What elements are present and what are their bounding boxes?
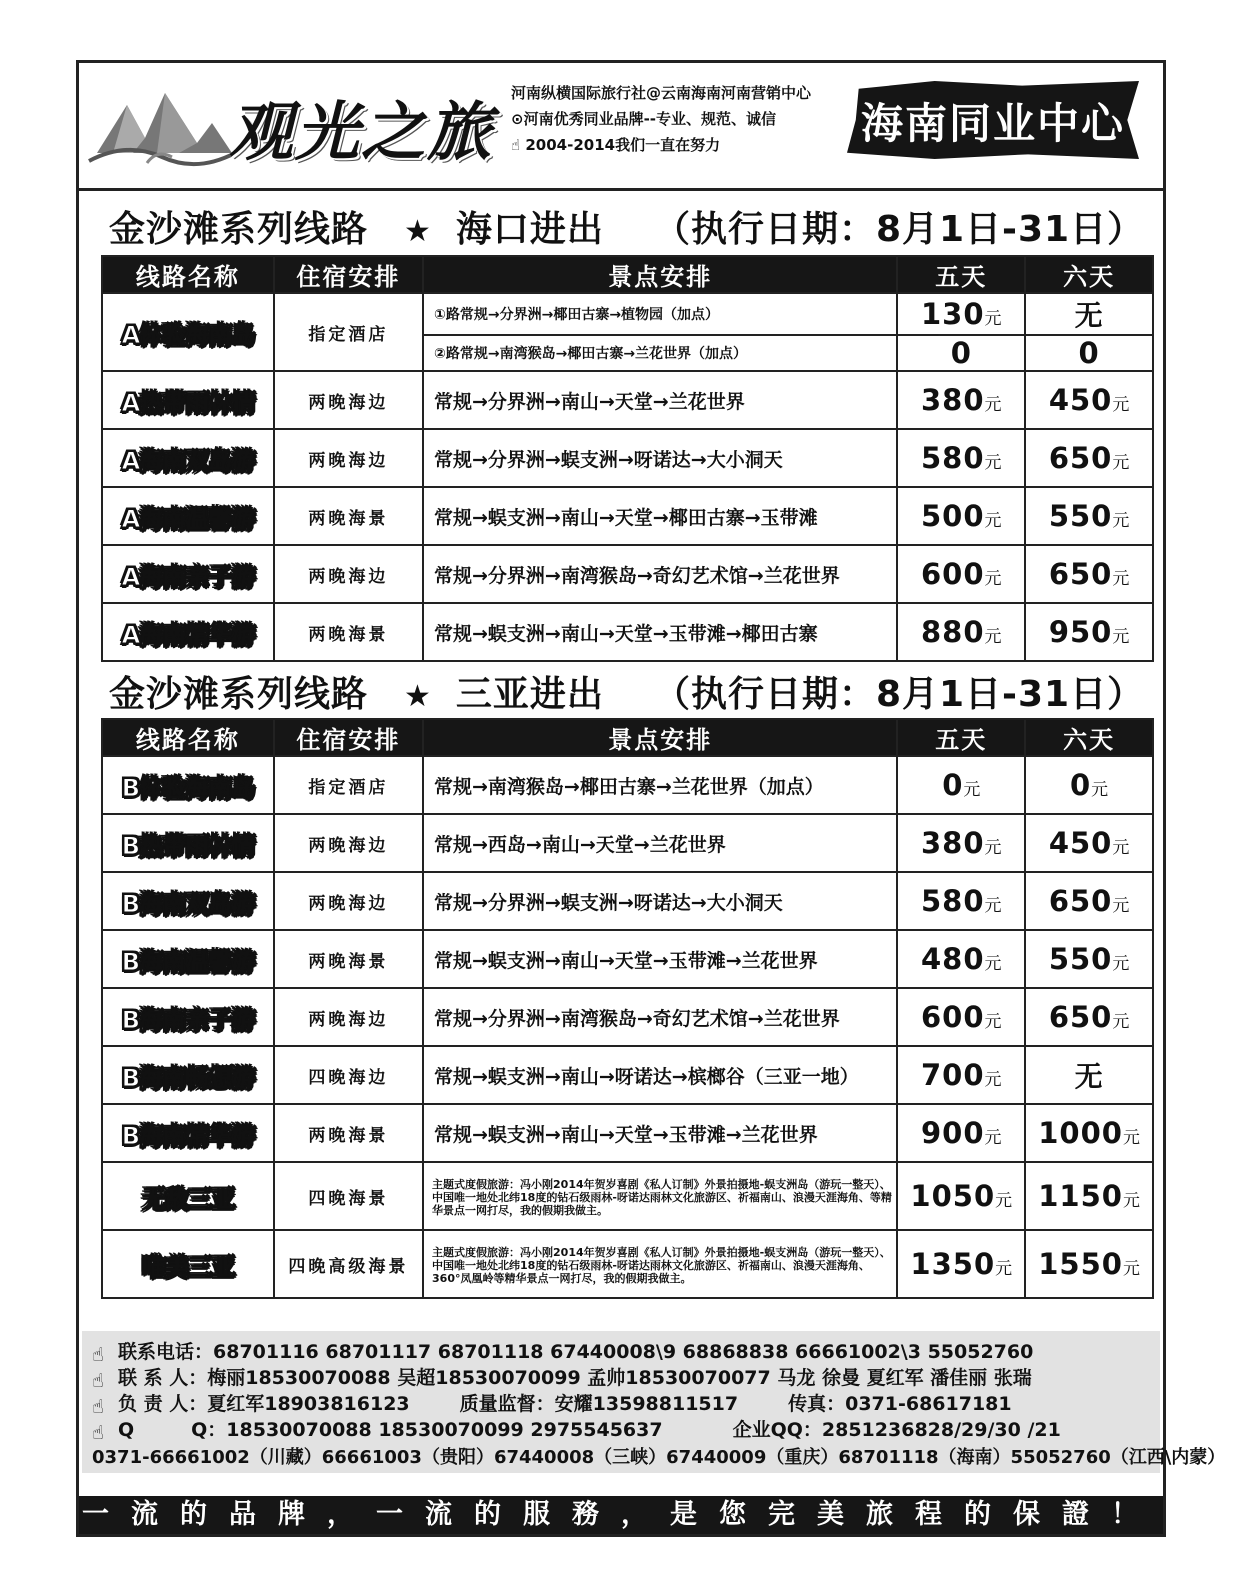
spots: 常规→蜈支洲→南山→呀诺达→槟榔谷（三亚一地） [423, 1046, 897, 1104]
price-cell: 650元 [1025, 872, 1153, 930]
agency-tagline: ⊙河南优秀同业品牌--专业、规范、诚信 [511, 110, 777, 128]
spots: 常规→分界洲→蜈支洲→呀诺达→大小洞天 [423, 429, 897, 487]
accommodation: 两晚海边 [274, 872, 423, 930]
col-route-name: 线路名称 [102, 719, 274, 756]
hand-icon: ☝ [92, 1396, 104, 1418]
accommodation: 两晚海边 [274, 545, 423, 603]
route-name: B海南精华游 [102, 1104, 274, 1162]
accommodation: 四晚高级海景 [274, 1230, 423, 1298]
price-cell: 无 [1025, 293, 1153, 335]
price-cell: 480元 [897, 930, 1025, 988]
price-cell: 380元 [897, 814, 1025, 872]
price-cell: 550元 [1025, 930, 1153, 988]
col-route-name: 线路名称 [102, 256, 274, 293]
accommodation: 两晚海景 [274, 1104, 423, 1162]
route-name: B海南畅想游 [102, 1046, 274, 1104]
col-five-days: 五天 [897, 256, 1025, 293]
spots: 常规→蜈支洲→南山→天堂→玉带滩→兰花世界 [423, 1104, 897, 1162]
route-name: A海南双岛游 [102, 429, 274, 487]
accommodation: 两晚海边 [274, 429, 423, 487]
spots: 常规→分界洲→南湾猴岛→奇幻艺术馆→兰花世界 [423, 545, 897, 603]
section1-title: 金沙滩系列线路 ★ 海口进出 （执行日期：8月1日-31日） [109, 209, 1145, 250]
agency-since: ☝ 2004-2014我们一直在努力 [511, 136, 721, 154]
table-row-special [102, 1162, 1153, 1230]
table-row-special [102, 1230, 1153, 1298]
price-cell: 880元 [897, 603, 1025, 661]
hand-icon: ☝ [92, 1422, 104, 1444]
route-name: A海南精华游 [102, 603, 274, 661]
star-icon: ★ [404, 214, 432, 249]
price-cell: 0元 [1025, 756, 1153, 814]
price-cell: 580元 [897, 872, 1025, 930]
table-row [102, 988, 1153, 1046]
route-name: B体验海南岛 [102, 756, 274, 814]
price-cell: 1050元 [897, 1162, 1025, 1230]
contact-manager: ☝ 负 责 人：夏红军18903816123 质量监督：安耀13598811517 传真：0371-68617181 [92, 1393, 1012, 1418]
route-name: B海南亲子游 [102, 988, 274, 1046]
route-name: A热带雨林情 [102, 371, 274, 429]
agency-info [511, 80, 811, 158]
hand-icon: ☝ [92, 1370, 104, 1392]
table-row [102, 429, 1153, 487]
price-cell: 500元 [897, 487, 1025, 545]
spots: ①路常规→分界洲→椰田古寨→植物园（加点） [423, 293, 897, 335]
route-name: B海南双岛游 [102, 872, 274, 930]
flyer-page [76, 60, 1226, 1537]
col-accommodation: 住宿安排 [274, 719, 423, 756]
price-cell: 600元 [897, 988, 1025, 1046]
contact-qq: ☝ Q Q：18530070088 18530070099 2975545637 企业QQ：2851236828/29/30 /21 [92, 1419, 1061, 1444]
contact-people: ☝ 联 系 人：梅丽18530070088 吴超18530070099 孟帅18530070077 马龙 徐曼 夏红军 潘佳丽 张瑞 [92, 1367, 1032, 1392]
spots-description: 主题式度假旅游：冯小刚2014年贺岁喜剧《私人订制》外景拍摄地-蜈支洲岛（游玩一整天）、中国唯一地处北纬18度的钻石级雨林-呀诺达雨林文化旅游区、祈福南山、浪漫天涯海角、360°凤凰岭等精华景点一网打尽，我的假期我做主。 [423, 1230, 897, 1298]
hand-icon: ☝ [511, 136, 521, 154]
spots: 常规→蜈支洲→南山→天堂→椰田古寨→玉带滩 [423, 487, 897, 545]
spots-description: 主题式度假旅游：冯小刚2014年贺岁喜剧《私人订制》外景拍摄地-蜈支洲岛（游玩一整天）、中国唯一地处北纬18度的钻石级雨林-呀诺达雨林文化旅游区、祈福南山、浪漫天涯海角、等精华景点一网打尽，我的假期我做主。 [423, 1162, 897, 1230]
price-cell: 450元 [1025, 371, 1153, 429]
price-cell: 1350元 [897, 1230, 1025, 1298]
table-header [102, 256, 1153, 293]
table-row [102, 603, 1153, 661]
footer-slogan: 一流的品牌，一流的服務，是您完美旅程的保證！ [79, 1496, 1163, 1534]
table-row [102, 371, 1153, 429]
accommodation: 指定酒店 [274, 293, 423, 371]
accommodation: 指定酒店 [274, 756, 423, 814]
agency-name: 河南纵横国际旅行社@云南海南河南营销中心 [511, 84, 812, 102]
table-row [102, 872, 1153, 930]
accommodation: 两晚海边 [274, 814, 423, 872]
spots: ②路常规→南湾猴岛→椰田古寨→兰花世界（加点） [423, 335, 897, 371]
spots: 常规→南湾猴岛→椰田古寨→兰花世界（加点） [423, 756, 897, 814]
price-cell: 650元 [1025, 988, 1153, 1046]
spots: 常规→分界洲→蜈支洲→呀诺达→大小洞天 [423, 872, 897, 930]
accommodation: 两晚海景 [274, 487, 423, 545]
accommodation: 四晚海边 [274, 1046, 423, 1104]
spots: 常规→蜈支洲→南山→天堂→玉带滩→椰田古寨 [423, 603, 897, 661]
accommodation: 两晚海边 [274, 371, 423, 429]
price-cell: 1150元 [1025, 1162, 1153, 1230]
price-cell: 580元 [897, 429, 1025, 487]
route-name: 唯美三亚 [102, 1230, 274, 1298]
table-row [102, 756, 1153, 814]
header [79, 63, 1163, 191]
brand-title: 观光之旅 [229, 96, 493, 170]
price-cell: 550元 [1025, 487, 1153, 545]
accommodation: 两晚海景 [274, 603, 423, 661]
table-row [102, 545, 1153, 603]
contact-panel [82, 1331, 1226, 1473]
table-row [102, 293, 1153, 335]
accommodation: 两晚海景 [274, 930, 423, 988]
route-name: A海南亲子游 [102, 545, 274, 603]
price-cell: 1000元 [1025, 1104, 1153, 1162]
star-icon: ★ [404, 679, 432, 714]
accommodation: 两晚海边 [274, 988, 423, 1046]
mountain-logo-icon [87, 83, 237, 173]
branch-phones: 0371-66661002（川藏）66661003（贵阳）67440008（三峡）67440009（重庆）68701118（海南）55052760（江西\内蒙） [92, 1447, 1226, 1468]
table-row [102, 814, 1153, 872]
price-cell: 0 [897, 335, 1025, 371]
col-accommodation: 住宿安排 [274, 256, 423, 293]
route-name: A海南温馨游 [102, 487, 274, 545]
col-spots: 景点安排 [423, 719, 897, 756]
table-row [102, 930, 1153, 988]
table-row [102, 487, 1153, 545]
spots: 常规→蜈支洲→南山→天堂→玉带滩→兰花世界 [423, 930, 897, 988]
table-row [102, 1046, 1153, 1104]
spots: 常规→分界洲→南湾猴岛→奇幻艺术馆→兰花世界 [423, 988, 897, 1046]
table-header [102, 719, 1153, 756]
hand-icon: ☝ [92, 1344, 104, 1366]
price-cell: 900元 [897, 1104, 1025, 1162]
col-five-days: 五天 [897, 719, 1025, 756]
slogan: 海南同业中心 [860, 99, 1125, 148]
price-cell: 600元 [897, 545, 1025, 603]
price-cell: 无 [1025, 1046, 1153, 1104]
price-cell: 130元 [897, 293, 1025, 335]
price-cell: 650元 [1025, 429, 1153, 487]
route-name: A体验海南岛 [102, 293, 274, 371]
price-cell: 0 [1025, 335, 1153, 371]
section2-title: 金沙滩系列线路 ★ 三亚进出 （执行日期：8月1日-31日） [109, 674, 1145, 715]
price-cell: 700元 [897, 1046, 1025, 1104]
route-table-haikou [101, 255, 1154, 662]
route-name: B热带雨林情 [102, 814, 274, 872]
price-cell: 0元 [897, 756, 1025, 814]
price-cell: 1550元 [1025, 1230, 1153, 1298]
accommodation: 四晚海景 [274, 1162, 423, 1230]
price-cell: 950元 [1025, 603, 1153, 661]
contact-phone: ☝ 联系电话：68701116 68701117 68701118 67440008\9 68868838 66661002\3 55052760 [92, 1341, 1034, 1366]
route-name: B海南温馨游 [102, 930, 274, 988]
price-cell: 650元 [1025, 545, 1153, 603]
price-cell: 450元 [1025, 814, 1153, 872]
route-table-sanya [101, 718, 1154, 1299]
spots: 常规→分界洲→南山→天堂→兰花世界 [423, 371, 897, 429]
col-six-days: 六天 [1025, 719, 1153, 756]
col-six-days: 六天 [1025, 256, 1153, 293]
price-cell: 380元 [897, 371, 1025, 429]
table-row [102, 1104, 1153, 1162]
col-spots: 景点安排 [423, 256, 897, 293]
route-name: 无敌三亚 [102, 1162, 274, 1230]
spots: 常规→西岛→南山→天堂→兰花世界 [423, 814, 897, 872]
